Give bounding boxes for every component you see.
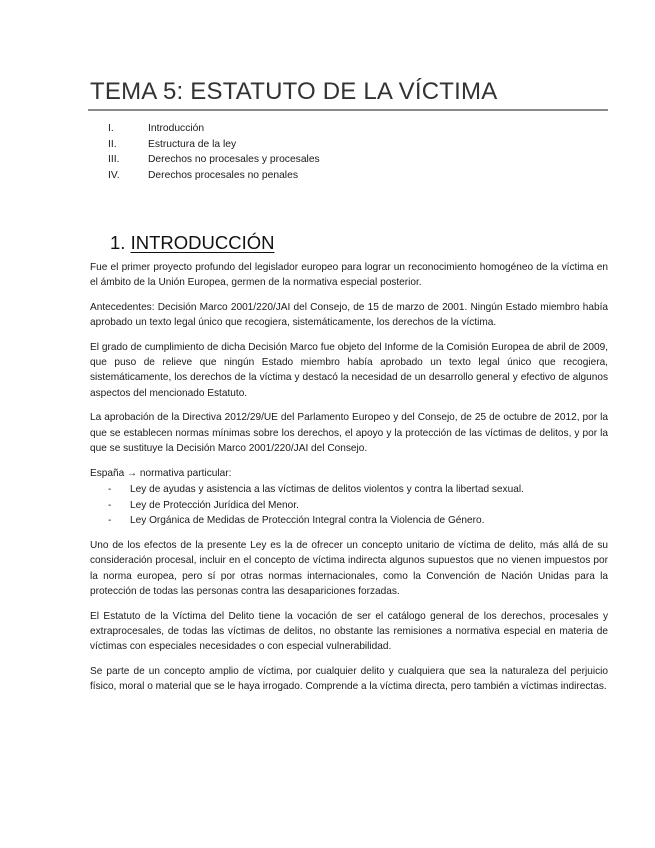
toc-item-label: Estructura de la ley [148, 138, 237, 150]
toc-item [108, 168, 320, 184]
toc-item-label: Derechos procesales no penales [148, 169, 298, 181]
paragraph: Se parte de un concepto amplio de víctima, por cualquier delito y cualquiera que sea la naturaleza del perjuicio físico, moral o material que se le haya irrogado. Comprende a la víctima directa, pero también a víctimas indirectas. [90, 665, 608, 693]
toc-item-number: II. [108, 138, 117, 150]
section-heading [110, 232, 274, 254]
paragraph: La aprobación de la Directiva 2012/29/UE del Parlamento Europeo y del Consejo, de 25 de octubre de 2012, por la que se establecen normas mínimas sobre los derechos, el apoyo y la protección de las víctimas de delitos, y por la que se sustituye la Decisión Marco 2001/220/JAI del Consejo. [90, 412, 608, 454]
list-item: - Ley de ayudas y asistencia a las víctimas de delitos violentos y contra la libertad sexual. [108, 482, 608, 498]
toc-item-number: I. [108, 123, 114, 134]
toc-item-number: III. [108, 154, 120, 165]
paragraph: Antecedentes: Decisión Marco 2001/220/JAI del Consejo, de 15 de marzo de 2001. Ningún Estado miembro había aprobado un texto legal único que recogiera, sistemáticamente, los derechos de la víctima. [90, 302, 608, 329]
toc-item [108, 121, 320, 137]
paragraph: Uno de los efectos de la presente Ley es la de ofrecer un concepto unitario de víctima de delito, más allá de su consideración procesal, incluir en el concepto de víctima indirecta algunos supuestos que no vienen impuestos por la norma europea, pero sí por otras normas internacionales, como la Convención de Nación Unidas para la protección de todas las personas contra las desapariciones forzadas. [90, 540, 608, 597]
toc-item-label: Introducción [148, 123, 205, 134]
laws-list [90, 482, 608, 529]
paragraph: España → normativa particular: [90, 467, 232, 479]
section-number: 1. [110, 232, 126, 253]
paragraph: El Estatuto de la Víctima del Delito tiene la vocación de ser el catálogo general de los derechos, procesales y extraprocesales, de todas las víctimas de delitos, no obstante las remisiones a normativa especial en materia de víctimas con especiales necesidades o con especial vulnerabilidad. [90, 610, 608, 653]
paragraph: El grado de cumplimiento de dicha Decisión Marco fue objeto del Informe de la Comisión Europea de abril de 2009, que puso de relieve que ningún Estado miembro había aprobado un texto legal único que recogiera, sistemáticamente, los derechos de la víctima y destacó la necesidad de un desarrollo general y efectivo de algunos aspectos del mencionado Estatuto. [90, 342, 608, 399]
paragraph: Fue el primer proyecto profundo del legislador europeo para lograr un reconocimiento homogéneo de la víctima en el ámbito de la Unión Europea, germen de la normativa especial posterior. [90, 262, 608, 289]
table-of-contents [108, 121, 320, 183]
document-title: TEMA 5: ESTATUTO DE LA VÍCTIMA [90, 78, 498, 105]
list-item: - Ley Orgánica de Medidas de Protección Integral contra la Violencia de Género. [108, 513, 608, 529]
title-underline-rule [88, 109, 608, 111]
toc-item [108, 137, 320, 153]
section-body [90, 260, 608, 704]
list-item: - Ley de Protección Jurídica del Menor. [108, 498, 608, 514]
section-title: INTRODUCCIÓN [130, 232, 275, 253]
toc-item-number: IV. [108, 169, 120, 181]
toc-item [108, 152, 320, 168]
toc-item-label: Derechos no procesales y procesales [148, 154, 320, 165]
